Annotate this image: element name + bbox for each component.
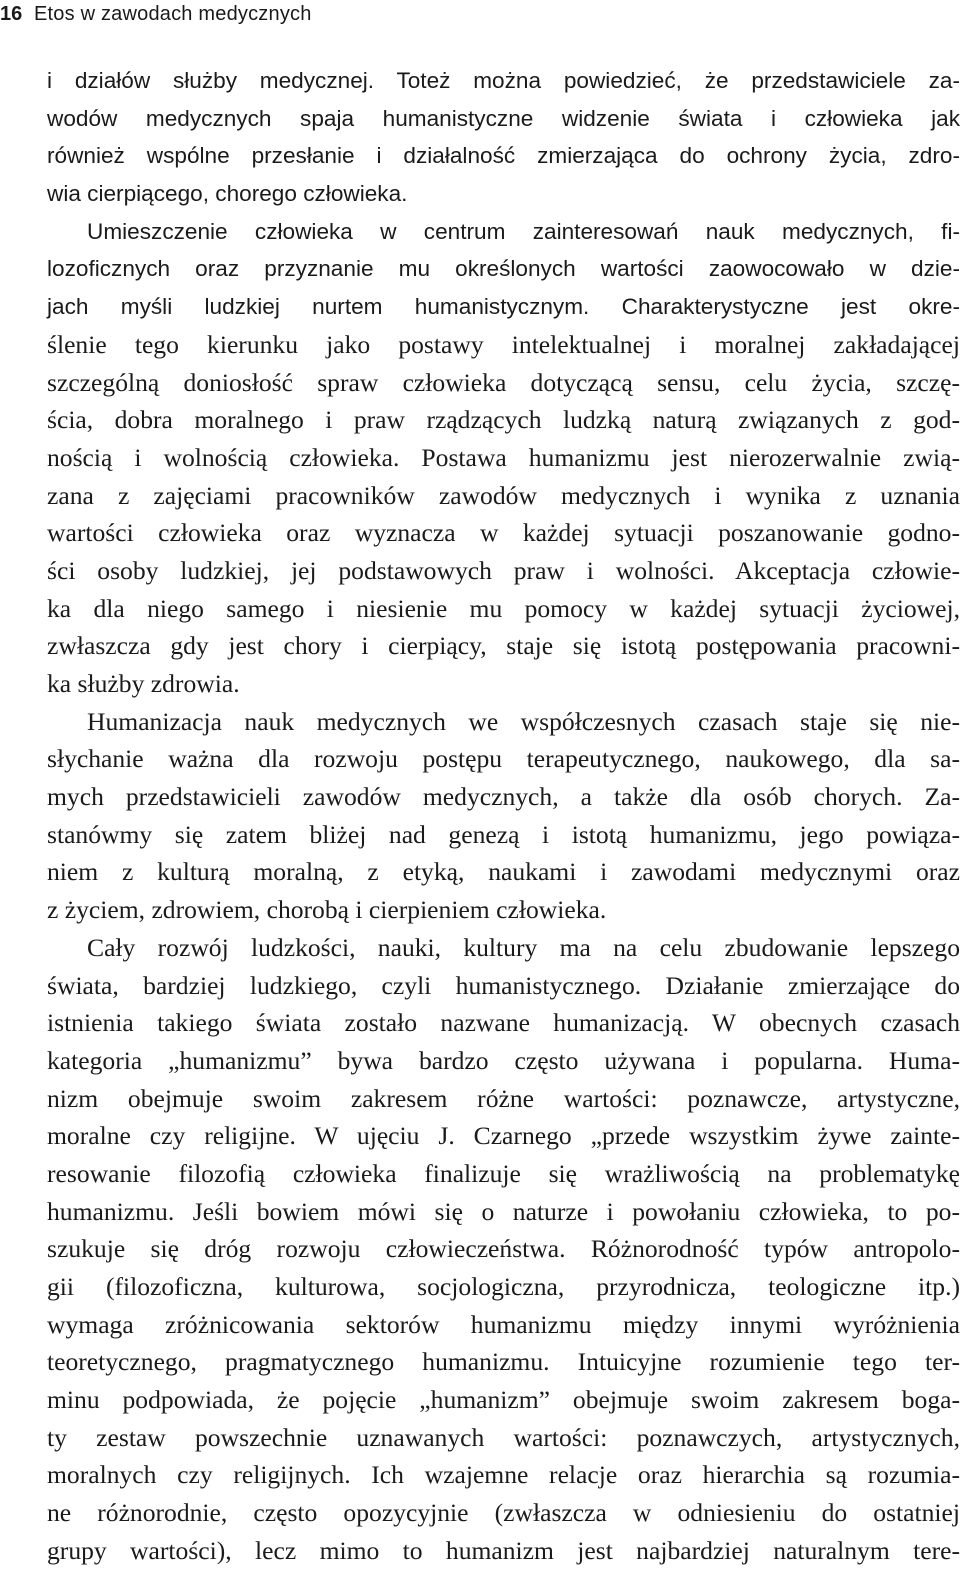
text-line: wia cierpiącego, chorego człowieka. xyxy=(47,181,408,207)
text-line: minu podpowiada, że pojęcie „humanizm” obejmuje swoim zakresem boga- xyxy=(47,1385,960,1415)
text-line: teoretycznego, pragmatycznego humanizmu. Intuicyjne rozumienie tego ter- xyxy=(47,1347,960,1377)
text-line: ka dla niego samego i niesienie mu pomocy w każdej sytuacji życiowej, xyxy=(47,593,960,623)
body-text xyxy=(47,62,960,1570)
text-line: grupy wartości), lecz mimo to humanizm jest najbardziej naturalnym tere- xyxy=(47,1535,960,1565)
text-line: i działów służby medycznej. Toteż można powiedzieć, że przedstawiciele za- xyxy=(47,68,960,93)
text-line: Cały rozwój ludzkości, nauki, kultury ma na celu zbudowanie lepszego xyxy=(87,932,960,962)
text-line: resowanie filozofią człowieka finalizuje się wrażliwością na problematykę xyxy=(47,1158,960,1188)
text-line: moralne czy religijne. W ujęciu J. Czarnego „przede wszystkim żywe zainte- xyxy=(47,1121,960,1151)
text-line: szukuje się dróg rozwoju człowieczeństwa. Różnorodność typów antropolo- xyxy=(47,1234,960,1264)
text-line: ści osoby ludzkiej, jej podstawowych praw i wolności. Akceptacja człowie- xyxy=(47,555,960,585)
running-header xyxy=(0,2,312,26)
text-line: Humanizacja nauk medycznych we współczesnych czasach staje się nie- xyxy=(87,706,960,736)
text-line: ty zestaw powszechnie uznawanych wartości: poznawczych, artystycznych, xyxy=(47,1422,960,1452)
text-line: nizm obejmuje swoim zakresem różne wartości: poznawcze, artystyczne, xyxy=(47,1083,960,1113)
text-line: z życiem, zdrowiem, chorobą i cierpieniem człowieka. xyxy=(47,895,607,925)
text-line: świata, bardziej ludzkiego, czyli humanistycznego. Działanie zmierzające do xyxy=(47,970,960,1000)
text-line: ścia, dobra moralnego i praw rządzących ludzką naturą związanych z god- xyxy=(47,405,960,435)
text-line: niem z kulturą moralną, z etyką, naukami i zawodami medycznymi oraz xyxy=(47,857,960,887)
text-line: Umieszczenie człowieka w centrum zainteresowań nauk medycznych, fi- xyxy=(87,218,960,244)
text-line: zana z zajęciami pracowników zawodów medycznych i wynika z uznania xyxy=(47,480,960,510)
text-line: ślenie tego kierunku jako postawy intelektualnej i moralnej zakładającej xyxy=(47,329,960,359)
text-line: kategoria „humanizmu” bywa bardzo często używana i popularna. Huma- xyxy=(47,1045,960,1075)
text-line: mych przedstawicieli zawodów medycznych, a także dla osób chorych. Za- xyxy=(47,782,960,812)
text-line: jach myśli ludzkiej nurtem humanistycznym. Charakterystyczne jest okre- xyxy=(47,294,960,320)
running-title: Etos w zawodach medycznych xyxy=(34,3,312,25)
text-line: ne różnorodnie, często opozycyjnie (zwłaszcza w odniesieniu do ostatniej xyxy=(47,1498,960,1528)
text-line: wartości człowieka oraz wyznacza w każdej sytuacji poszanowanie godno- xyxy=(47,518,960,548)
text-line: szczególną doniosłość spraw człowieka dotyczącą sensu, celu życia, szczę- xyxy=(47,367,960,397)
text-line: stanówmy się zatem bliżej nad genezą i istotą humanizmu, jego powiąza- xyxy=(47,819,960,849)
text-line: słychanie ważna dla rozwoju postępu terapeutycznego, naukowego, dla sa- xyxy=(47,744,960,774)
page-number: 16 xyxy=(0,3,23,25)
text-line: również wspólne przesłanie i działalność zmierzająca do ochrony życia, zdro- xyxy=(47,143,960,169)
text-line: istnienia takiego świata zostało nazwane humanizacją. W obecnych czasach xyxy=(47,1008,960,1038)
text-line: ka służby zdrowia. xyxy=(47,669,240,698)
text-line: lozoficznych oraz przyznanie mu określonych wartości zaowocowało w dzie- xyxy=(47,256,960,282)
text-line: nością i wolnością człowieka. Postawa humanizmu jest nierozerwalnie zwią- xyxy=(47,442,960,472)
text-line: wymaga zróżnicowania sektorów humanizmu między innymi wyróżnienia xyxy=(47,1309,960,1339)
text-line: wodów medycznych spaja humanistyczne widzenie świata i człowieka jak xyxy=(47,105,960,131)
text-line: zwłaszcza gdy jest chory i cierpiący, staje się istotą postępowania pracowni- xyxy=(47,631,960,661)
text-line: humanizmu. Jeśli bowiem mówi się o naturze i powołaniu człowieka, to po- xyxy=(47,1196,960,1226)
text-line: gii (filozoficzna, kulturowa, socjologiczna, przyrodnicza, teologiczne itp.) xyxy=(47,1272,960,1301)
text-line: moralnych czy religijnych. Ich wzajemne relacje oraz hierarchia są rozumia- xyxy=(47,1460,960,1490)
